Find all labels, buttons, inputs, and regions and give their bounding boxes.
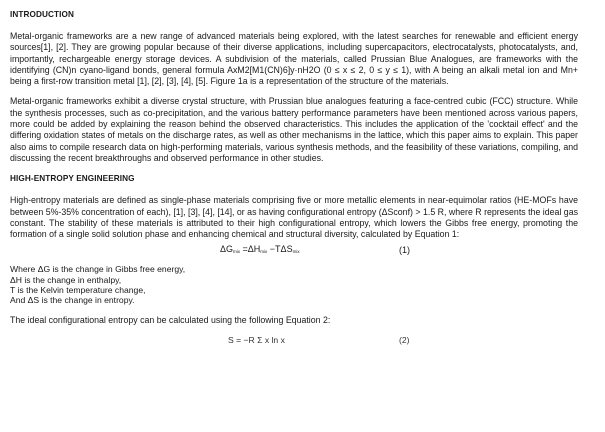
high-entropy-heading: HIGH-ENTROPY ENGINEERING bbox=[10, 174, 135, 184]
equation-1-body: $\Delta G_{mix} =\Delta H_{mix} -T\Delta S_{mix}$ bbox=[220, 244, 300, 255]
high-entropy-paragraph-1: High-entropy materials are defined as single-phase materials comprising five or more metallic elements in near-equimolar ratios (HE-MOFs have between 5%-35% concentration of each), [1], [3], [4], [14], or as having configurational entropy (ΔSconf) > 1.5 R, where R represents the ideal gas constant. The stability of these materials is attributed to their high configurational entropy, which lowers the Gibbs free energy, promoting the formation of a single solid solution phase and enhancing chemical and structural diversity, calculated by Equation 1: bbox=[10, 195, 578, 240]
intro-heading: INTRODUCTION bbox=[10, 10, 74, 19]
equation-2 bbox=[10, 326, 578, 345]
definition-line: T is the Kelvin temperature change, bbox=[10, 285, 146, 296]
definition-line: Where ΔG is the change in Gibbs free energy, bbox=[10, 264, 186, 275]
equation-2-body: S = −R Σ x ln x bbox=[228, 334, 285, 345]
equation-1-number: (1) bbox=[399, 245, 410, 256]
definition-line: And ΔS is the change in entropy. bbox=[10, 295, 135, 306]
equation-1-definitions bbox=[10, 264, 578, 305]
high-entropy-paragraph-2: The ideal configurational entropy can be calculated using the following Equation 2: bbox=[10, 314, 331, 325]
definition-line: ΔH is the change in enthalpy, bbox=[10, 274, 122, 285]
intro-paragraph-1: Metal-organic frameworks are a new range of advanced materials being explored, with the latest searches for renewable and efficient energy sources[1], [2]. They are growing popular because of their diverse applications, including supercapacitors, electrocatalysts, photocatalysts, and, importantly, rechargeable energy storage devices. A subdivision of the materials, called Prussian Blue Analogues, are frameworks with the identifying (CN)n cyano-ligand bonds, general formula AxM2[M1(CN)6]y·nH2O (0 ≤ x ≤ 2, 0 ≤ y ≤ 1), with A being an alkali metal ion and Mn+ being a first-row transition metal [1], [2], [3], [4], [5]. Figure 1a is a representation of the structure of the materials. bbox=[10, 31, 578, 87]
intro-paragraph-2: Metal-organic frameworks exhibit a diverse crystal structure, with Prussian blue analogues featuring a face-centred cubic (FCC) structure. While the synthesis processes, such as co-precipitation, and the various battery performance parameters have been mentioned across various papers, more could be added by explaining the reason behind the observed characteristics. This includes the application of the 'cocktail effect' and the differing oxidation states of metals on the discharge rates, as well as other mechanisms in the lattice, which this paper aims to explain. This paper also aims to compile research data on high-performing materials, various synthesis methods, and the feasibility of these variations, compiling, and discussing the recent breakthroughs and observed performance in other studies. bbox=[10, 96, 578, 163]
equation-2-number: (2) bbox=[399, 334, 410, 345]
equation-1 bbox=[10, 240, 578, 257]
document-page bbox=[10, 9, 578, 345]
